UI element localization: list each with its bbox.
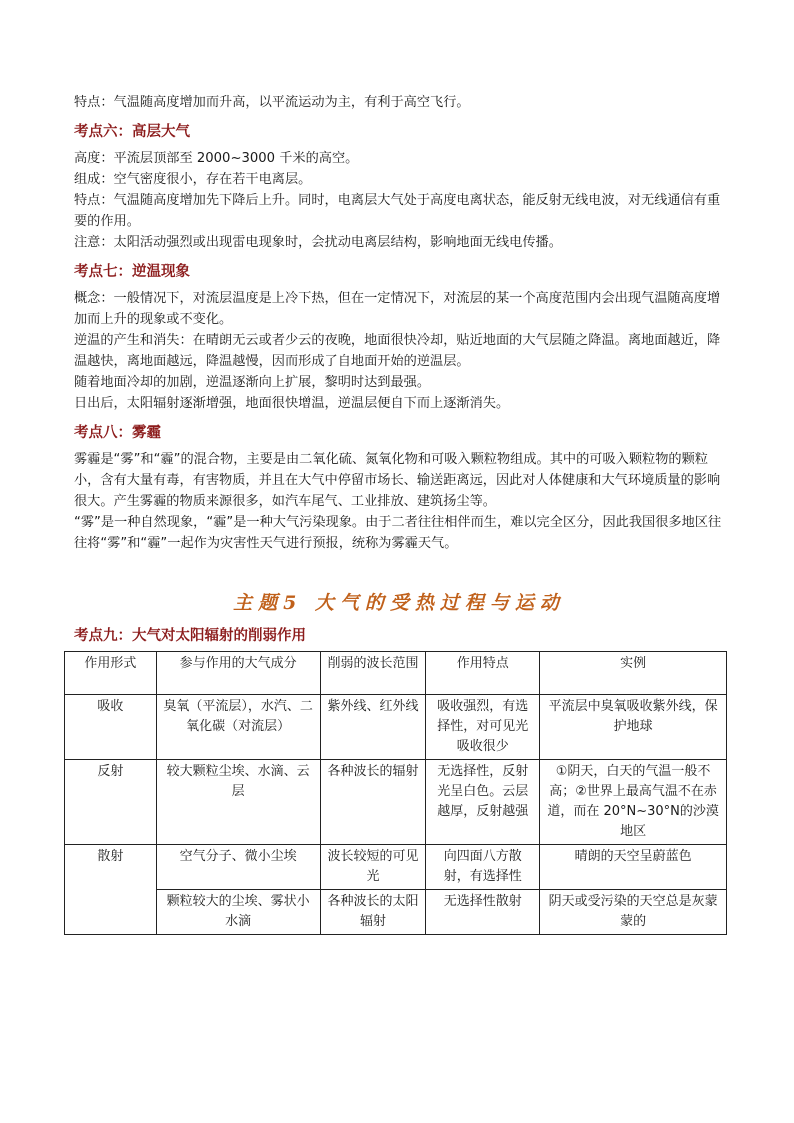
table-header-cell: 作用特点 [426,652,540,695]
table-cell: 晴朗的天空呈蔚蓝色 [540,845,727,890]
table-row-scatter-2 [65,890,727,935]
table-cell: 阴天或受污染的天空总是灰蒙蒙的 [540,890,727,935]
table-cell: 反射 [65,760,157,845]
table-header-cell: 削弱的波长范围 [320,652,426,695]
table-cell: 紫外线、红外线 [320,695,426,760]
table-cell: 无选择性散射 [426,890,540,935]
table-cell: ①阴天，白天的气温一般不高；②世界上最高气温不在赤道，而在 20°N~30°N的沙漠地区 [540,760,727,845]
table-cell: 散射 [65,845,157,935]
upper-atmosphere-height: 高度：平流层顶部至 2000~3000 千米的高空。 [74,151,359,166]
inversion-concept: 概念：一般情况下，对流层温度是上冷下热，但在一定情况下，对流层的某一个高度范围内会出现气温随高度增加而上升的现象或不变化。 [74,291,721,327]
haze-definition: 雾霾是“雾”和“霾”的混合物，主要是由二氧化硫、氮氧化物和可吸入颗粒物组成。其中的可吸入颗粒物的颗粒小，含有大量有毒，有害物质，并且在大气中停留市场长、输送距离远，因此对人体健康和大气环境质量的影响很大。产生雾霾的物质来源很多，如汽车尾气、工业排放、建筑扬尘等。 [74,452,721,509]
table-cell: 臭氧（平流层），水汽、二氧化碳（对流层） [156,695,320,760]
table-header-row [65,652,727,695]
table-cell: 各种波长的辐射 [320,760,426,845]
table-header-cell: 参与作用的大气成分 [156,652,320,695]
inversion-strongest: 随着地面冷却的加剧，逆温逐渐向上扩展，黎明时达到最强。 [74,375,431,390]
document-page [74,92,724,935]
upper-atmosphere-composition: 组成：空气密度很小，存在若干电离层。 [74,172,312,187]
stratosphere-trait: 特点：气温随高度增加而升高，以平流运动为主，有利于高空飞行。 [74,95,470,110]
haze-forecast: “雾”是一种自然现象，“霾”是一种大气污染现象。由于二者往往相伴而生，难以完全区分，因此我国很多地区往往将“雾”和“霾”一起作为灾害性天气进行预报，统称为雾霾天气。 [74,515,722,551]
section-heading-upper-atmosphere: 考点六：高层大气 [74,124,190,140]
table-cell: 各种波长的太阳辐射 [320,890,426,935]
table-cell: 波长较短的可见光 [320,845,426,890]
table-cell: 无选择性，反射光呈白色。云层越厚，反射越强 [426,760,540,845]
table-row-absorb [65,695,727,760]
upper-atmosphere-note: 注意：太阳活动强烈或出现雷电现象时，会扰动电离层结构，影响地面无线电传播。 [74,235,562,250]
inversion-formation: 逆温的产生和消失：在晴朗无云或者少云的夜晚，地面很快冷却，贴近地面的大气层随之降温。离地面越近，降温越快，离地面越远，降温越慢，因而形成了自地面开始的逆温层。 [74,333,721,369]
table-row-reflect [65,760,727,845]
table-cell: 颗粒较大的尘埃、雾状小水滴 [156,890,320,935]
inversion-disappear: 日出后，太阳辐射逐渐增强，地面很快增温，逆温层便自下而上逐渐消失。 [74,396,510,411]
table-cell: 吸收强烈，有选择性，对可见光吸收很少 [426,695,540,760]
table-row-scatter-1 [65,845,727,890]
table-header-cell: 作用形式 [65,652,157,695]
solar-weakening-table [64,651,727,935]
table-cell: 吸收 [65,695,157,760]
table-cell: 空气分子、微小尘埃 [156,845,320,890]
table-cell: 平流层中臭氧吸收紫外线，保护地球 [540,695,727,760]
table-cell: 较大颗粒尘埃、水滴、云层 [156,760,320,845]
section-heading-haze: 考点八：雾霾 [74,425,161,441]
upper-atmosphere-trait: 特点：气温随高度增加先下降后上升。同时，电离层大气处于高度电离状态，能反射无线电波，对无线通信有重要的作用。 [74,193,721,229]
section-heading-inversion: 考点七：逆温现象 [74,264,190,280]
section-heading-solar-weakening: 考点九：大气对太阳辐射的削弱作用 [74,628,306,644]
topic-title: 主题5 大气的受热过程与运动 [233,592,565,614]
table-cell: 向四面八方散射，有选择性 [426,845,540,890]
table-header-cell: 实例 [540,652,727,695]
